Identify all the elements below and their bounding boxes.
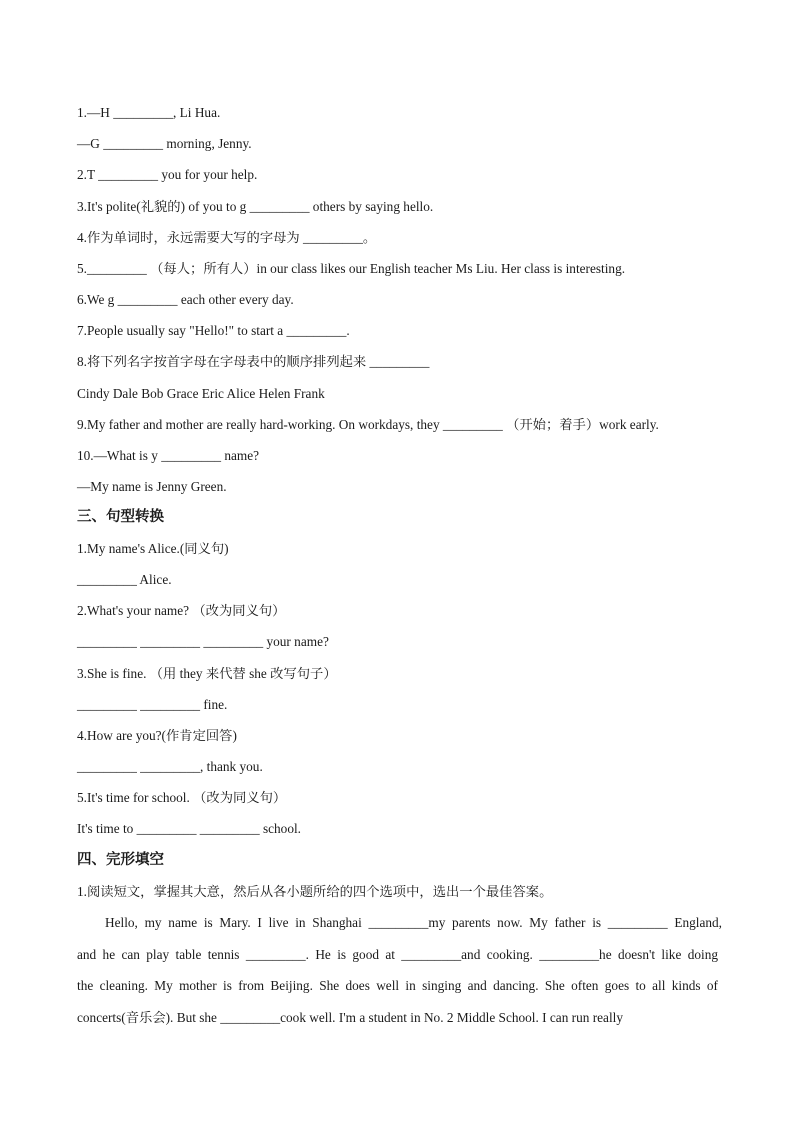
fill-item-5: 5._________ （每人；所有人）in our class likes our English teacher Ms Liu. Her class is interesting. (77, 261, 626, 276)
cloze-passage-line-4: concerts(音乐会). But she _________cook well. I'm a student in No. 2 Middle School. I can run really (77, 1010, 623, 1025)
section-heading-3: 三、句型转换 (77, 509, 164, 525)
transform-item-1: 1.My name's Alice.(同义句) (77, 541, 229, 556)
fill-item-2: 2.T _________ you for your help. (77, 167, 258, 182)
fill-item-10b: —My name is Jenny Green. (77, 479, 227, 494)
fill-item-3: 3.It's polite(礼貌的) of you to g _________ others by saying hello. (77, 199, 434, 214)
transform-answer-2: _________ _________ _________ your name? (77, 634, 329, 649)
fill-item-1a: 1.—H _________, Li Hua. (77, 105, 221, 120)
transform-answer-4: _________ _________, thank you. (77, 759, 263, 774)
fill-item-8-names: Cindy Dale Bob Grace Eric Alice Helen Frank (77, 386, 325, 401)
fill-item-1b: —G _________ morning, Jenny. (77, 136, 252, 151)
fill-item-10a: 10.—What is y _________ name? (77, 448, 260, 463)
transform-item-2: 2.What's your name? （改为同义句） (77, 603, 286, 618)
transform-answer-5: It's time to _________ _________ school. (77, 821, 302, 836)
transform-item-3: 3.She is fine. （用 they 来代替 she 改写句子） (77, 666, 337, 681)
transform-answer-1: _________ Alice. (77, 572, 172, 587)
cloze-passage-line-3: the cleaning. My mother is from Beijing. She does well in singing and dancing. She often goes to all kinds of (77, 978, 718, 993)
fill-item-8: 8.将下列名字按首字母在字母表中的顺序排列起来 _________ (77, 354, 430, 369)
transform-item-5: 5.It's time for school. （改为同义句） (77, 790, 287, 805)
fill-item-7: 7.People usually say "Hello!" to start a _________. (77, 323, 350, 338)
transform-answer-3: _________ _________ fine. (77, 697, 228, 712)
fill-item-9: 9.My father and mother are really hard-working. On workdays, they _________ （开始；着手）work early. (77, 417, 659, 432)
cloze-instruction: 1.阅读短文，掌握其大意，然后从各小题所给的四个选项中，选出一个最佳答案。 (77, 884, 553, 899)
cloze-passage-line-2: and he can play table tennis _________. He is good at _________and cooking. _________he doesn't like doing (77, 947, 718, 962)
fill-item-6: 6.We g _________ each other every day. (77, 292, 294, 307)
fill-item-4: 4.作为单词时，永远需要大写的字母为 _________。 (77, 230, 377, 245)
transform-item-4: 4.How are you?(作肯定回答) (77, 728, 237, 743)
section-heading-4: 四、完形填空 (77, 852, 164, 868)
cloze-passage-line-1: Hello, my name is Mary. I live in Shanghai _________my parents now. My father is _________ England, (105, 915, 722, 930)
